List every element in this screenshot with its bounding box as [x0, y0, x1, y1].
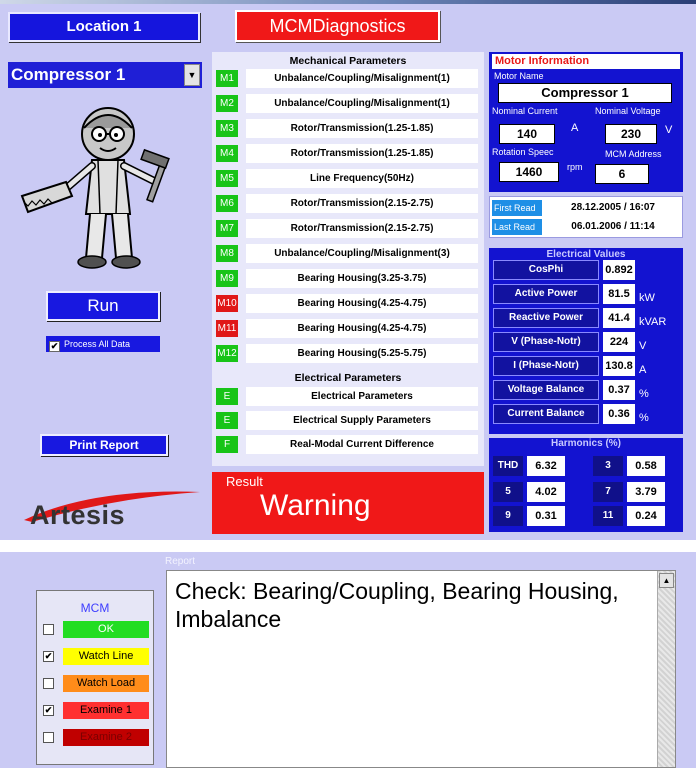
parameter-name: Electrical Parameters [246, 387, 478, 406]
harmonic-order-label: THD [493, 456, 523, 476]
parameter-status-badge: M4 [216, 145, 238, 162]
parameter-name: Unbalance/Coupling/Misalignment(3) [246, 244, 478, 263]
report-text: Check: Bearing/Coupling, Bearing Housing, Imbalance [175, 578, 619, 632]
process-all-data-label: Process All Data [64, 339, 131, 349]
first-read-label: First Read [492, 200, 542, 216]
parameter-status-badge: M7 [216, 220, 238, 237]
harmonic-order-label: 7 [593, 482, 623, 502]
parameter-status-badge: M8 [216, 245, 238, 262]
rotation-unit: rpm [567, 162, 583, 172]
mcm-address-label: MCM Address [605, 149, 662, 159]
legend-item[interactable] [43, 702, 153, 720]
electrical-value-label: Reactive Power [493, 308, 599, 328]
motor-information-title: Motor Information [492, 54, 680, 69]
scroll-up-arrow-icon[interactable]: ▲ [659, 573, 674, 588]
electrical-value-label: Active Power [493, 284, 599, 304]
parameter-status-badge: M5 [216, 170, 238, 187]
parameter-row[interactable] [212, 93, 484, 113]
parameter-name: Electrical Supply Parameters [246, 411, 478, 430]
legend-item[interactable] [43, 648, 153, 666]
legend-item[interactable] [43, 729, 153, 747]
mechanical-parameters-heading: Mechanical Parameters [289, 55, 407, 67]
location-button[interactable]: Location 1 [8, 12, 200, 42]
process-all-data-checkbox[interactable] [46, 336, 160, 352]
electrical-value-field: 81.5 [603, 284, 635, 304]
harmonics-title: Harmonics (%) [550, 438, 621, 449]
parameter-status-badge: M9 [216, 270, 238, 287]
electrical-values-panel [489, 248, 683, 434]
legend-checkbox[interactable] [43, 678, 54, 689]
harmonic-value-field: 0.31 [527, 506, 565, 526]
rotation-speed-label: Rotation Speec [492, 147, 554, 157]
parameter-name: Rotor/Transmission(1.25-1.85) [246, 144, 478, 163]
report-label: Report [165, 556, 196, 567]
parameter-status-badge: M2 [216, 95, 238, 112]
mascot-carpenter-illustration [14, 96, 204, 276]
parameter-status-badge: F [216, 436, 238, 453]
parameter-row[interactable] [212, 318, 484, 338]
motor-name-label: Motor Name [494, 71, 544, 81]
print-report-button[interactable]: Print Report [40, 434, 168, 456]
current-unit: A [571, 122, 579, 134]
mcm-legend [36, 590, 154, 765]
legend-checkbox[interactable]: ✔ [44, 651, 53, 661]
parameter-status-badge: M1 [216, 70, 238, 87]
electrical-value-unit: V [639, 340, 647, 352]
harmonic-value-field: 6.32 [527, 456, 565, 476]
mcm-address-field[interactable]: 6 [595, 164, 649, 184]
legend-checkbox[interactable] [43, 624, 54, 635]
parameter-name: Rotor/Transmission(2.15-2.75) [246, 219, 478, 238]
harmonic-value-field: 0.58 [627, 456, 665, 476]
parameter-status-badge: M10 [216, 295, 238, 312]
harmonic-order-label: 3 [593, 456, 623, 476]
legend-checkbox[interactable]: ✔ [44, 705, 53, 715]
parameter-row[interactable] [212, 68, 484, 88]
result-panel [212, 472, 484, 534]
parameter-status-badge: M11 [216, 320, 238, 337]
electrical-value-field: 0.37 [603, 380, 635, 400]
parameter-row[interactable] [212, 434, 484, 454]
parameter-row[interactable] [212, 193, 484, 213]
electrical-value-label: CosPhi [493, 260, 599, 280]
parameter-name: Bearing Housing(4.25-4.75) [246, 319, 478, 338]
parameter-name: Unbalance/Coupling/Misalignment(1) [246, 69, 478, 88]
parameter-row[interactable] [212, 168, 484, 188]
parameter-name: Bearing Housing(5.25-5.75) [246, 344, 478, 363]
electrical-value-unit: A [639, 364, 647, 376]
compressor-select[interactable] [8, 62, 202, 88]
parameter-name: Rotor/Transmission(2.15-2.75) [246, 194, 478, 213]
parameter-status-badge: E [216, 388, 238, 405]
parameters-panel [212, 52, 484, 466]
legend-label: Examine 2 [63, 729, 149, 746]
parameter-name: Bearing Housing(4.25-4.75) [246, 294, 478, 313]
legend-label: Watch Line [63, 648, 149, 665]
legend-label: OK [63, 621, 149, 638]
legend-checkbox[interactable] [43, 732, 54, 743]
compressor-select-value: Compressor 1 [11, 65, 126, 84]
electrical-values-title: Electrical Values [546, 249, 626, 260]
motor-name-field[interactable]: Compressor 1 [498, 83, 672, 103]
result-label: Result [226, 474, 263, 489]
parameter-name: Rotor/Transmission(1.25-1.85) [246, 119, 478, 138]
harmonics-panel [489, 438, 683, 532]
parameter-row[interactable] [212, 243, 484, 263]
mcm-legend-title: MCM [80, 601, 110, 615]
electrical-value-unit: % [639, 412, 649, 424]
electrical-value-field: 224 [603, 332, 635, 352]
legend-label: Watch Load [63, 675, 149, 692]
harmonic-value-field: 3.79 [627, 482, 665, 502]
parameter-status-badge: E [216, 412, 238, 429]
report-text-area[interactable] [166, 570, 676, 768]
chevron-down-icon[interactable]: ▼ [184, 64, 200, 86]
electrical-value-field: 0.892 [603, 260, 635, 280]
parameter-row[interactable] [212, 118, 484, 138]
parameter-row[interactable] [212, 343, 484, 363]
nominal-voltage-label: Nominal Voltage [595, 106, 661, 116]
mcm-diagnostics-title: MCMDiagnostics [235, 10, 440, 42]
nominal-current-field[interactable]: 140 [499, 124, 555, 144]
voltage-unit: V [665, 124, 673, 136]
electrical-value-unit: kW [639, 292, 655, 304]
last-read-value: 06.01.2006 / 11:14 [571, 221, 655, 232]
legend-item[interactable] [43, 621, 153, 639]
electrical-value-field: 130.8 [603, 356, 635, 376]
harmonic-order-label: 5 [493, 482, 523, 502]
parameter-name: Line Frequency(50Hz) [246, 169, 478, 188]
electrical-value-label: I (Phase-Notr) [493, 356, 599, 376]
harmonic-order-label: 11 [593, 506, 623, 526]
first-read-value: 28.12.2005 / 16:07 [571, 202, 655, 213]
legend-item[interactable] [43, 675, 153, 693]
nominal-voltage-field[interactable]: 230 [605, 124, 657, 144]
parameter-status-badge: M12 [216, 345, 238, 362]
checkbox-checked-icon[interactable]: ✔ [50, 341, 59, 351]
parameter-row[interactable] [212, 410, 484, 430]
harmonic-order-label: 9 [493, 506, 523, 526]
parameter-row[interactable] [212, 218, 484, 238]
motor-information-panel [489, 52, 683, 192]
electrical-value-unit: % [639, 388, 649, 400]
last-read-label: Last Read [492, 219, 542, 235]
result-value: Warning [260, 489, 371, 522]
parameter-name: Real-Modal Current Difference [246, 435, 478, 454]
harmonic-value-field: 4.02 [527, 482, 565, 502]
electrical-value-unit: kVAR [639, 316, 667, 328]
parameter-row[interactable] [212, 268, 484, 288]
harmonic-value-field: 0.24 [627, 506, 665, 526]
parameter-row[interactable] [212, 143, 484, 163]
electrical-parameters-heading: Electrical Parameters [294, 372, 402, 384]
parameter-status-badge: M6 [216, 195, 238, 212]
electrical-value-label: Current Balance [493, 404, 599, 424]
artesis-brand: Artesis [30, 500, 126, 530]
rotation-speed-field[interactable]: 1460 [499, 162, 559, 182]
run-button[interactable]: Run [46, 291, 160, 321]
parameter-row[interactable] [212, 293, 484, 313]
read-dates-panel [489, 196, 683, 238]
electrical-value-field: 0.36 [603, 404, 635, 424]
electrical-value-label: V (Phase-Notr) [493, 332, 599, 352]
legend-label: Examine 1 [63, 702, 149, 719]
report-scrollbar[interactable] [657, 571, 675, 767]
parameter-name: Bearing Housing(3.25-3.75) [246, 269, 478, 288]
parameter-name: Unbalance/Coupling/Misalignment(1) [246, 94, 478, 113]
parameter-status-badge: M3 [216, 120, 238, 137]
parameter-row[interactable] [212, 386, 484, 406]
nominal-current-label: Nominal Current [492, 106, 558, 116]
electrical-value-label: Voltage Balance [493, 380, 599, 400]
electrical-value-field: 41.4 [603, 308, 635, 328]
